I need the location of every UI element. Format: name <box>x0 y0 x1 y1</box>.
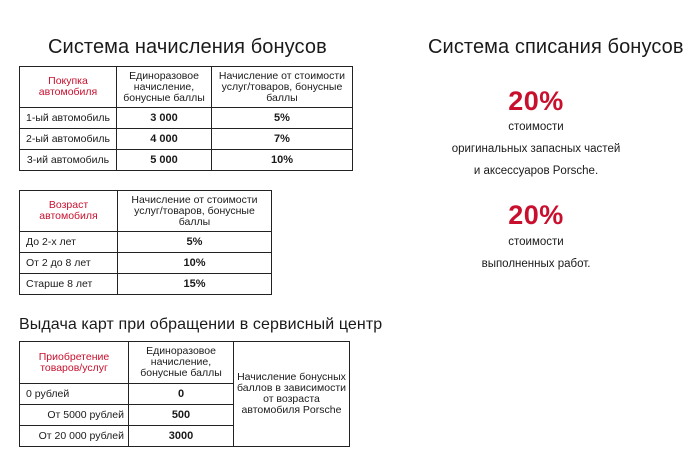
service-percent-cell: 10% <box>212 150 353 171</box>
header-purchase-goods: Приобретение товаров/услуг <box>20 342 129 384</box>
service-percent-cell: 5% <box>118 232 272 253</box>
car-number-cell: 1-ый автомобиль <box>20 108 117 129</box>
one-time-bonus-cell: 3000 <box>129 426 234 447</box>
service-percent-cell: 7% <box>212 129 353 150</box>
header-car-purchase: Покупка автомобиля <box>20 67 117 108</box>
one-time-bonus-cell: 3 000 <box>117 108 212 129</box>
redemption-title: Система списания бонусов <box>428 36 684 58</box>
purchase-amount-cell: От 20 000 рублей <box>20 426 129 447</box>
car-age-cell: От 2 до 8 лет <box>20 253 118 274</box>
car-age-cell: Старше 8 лет <box>20 274 118 295</box>
car-age-cell: До 2-х лет <box>20 232 118 253</box>
one-time-bonus-cell: 5 000 <box>117 150 212 171</box>
purchase-bonus-table <box>19 66 353 171</box>
car-age-table <box>19 190 272 295</box>
description-line: и аксессуаров Porsche. <box>473 165 599 177</box>
cards-title: Выдача карт при обращении в сервисный центр <box>19 316 383 333</box>
description-line: оригинальных запасных частей <box>451 143 621 155</box>
service-percent-cell: 15% <box>118 274 272 295</box>
works-discount-description <box>386 231 686 275</box>
description-line: стоимости <box>508 236 564 248</box>
service-percent-cell: 5% <box>212 108 353 129</box>
header-one-time-bonus: Единоразовое начисление, бонусные баллы <box>117 67 212 108</box>
purchase-amount-cell: 0 рублей <box>20 384 129 405</box>
description-line: выполненных работ. <box>481 258 591 270</box>
header-service-percent: Начисление от стоимости услуг/товаров, бонусные баллы <box>118 191 272 232</box>
table-row <box>20 274 272 295</box>
parts-discount-description <box>386 116 686 182</box>
service-center-cards-table <box>19 341 350 447</box>
age-dependent-note: Начисление бонусных баллов в зависимости от возраста автомобиля Porsche <box>234 342 350 447</box>
header-one-time-bonus: Единоразовое начисление, бонусные баллы <box>129 342 234 384</box>
service-percent-cell: 10% <box>118 253 272 274</box>
table-row <box>20 150 353 171</box>
one-time-bonus-cell: 4 000 <box>117 129 212 150</box>
one-time-bonus-cell: 0 <box>129 384 234 405</box>
purchase-amount-cell: От 5000 рублей <box>20 405 129 426</box>
table-row <box>20 253 272 274</box>
car-number-cell: 3-ий автомобиль <box>20 150 117 171</box>
parts-discount-percent: 20% <box>508 86 564 116</box>
table-row <box>20 108 353 129</box>
works-discount-percent: 20% <box>508 200 564 230</box>
table-row <box>20 232 272 253</box>
accrual-title: Система начисления бонусов <box>48 36 327 58</box>
one-time-bonus-cell: 500 <box>129 405 234 426</box>
header-service-percent: Начисление от стоимости услуг/товаров, бонусные баллы <box>212 67 353 108</box>
header-car-age: Возраст автомобиля <box>20 191 118 232</box>
car-number-cell: 2-ый автомобиль <box>20 129 117 150</box>
description-line: стоимости <box>508 121 564 133</box>
table-row <box>20 129 353 150</box>
